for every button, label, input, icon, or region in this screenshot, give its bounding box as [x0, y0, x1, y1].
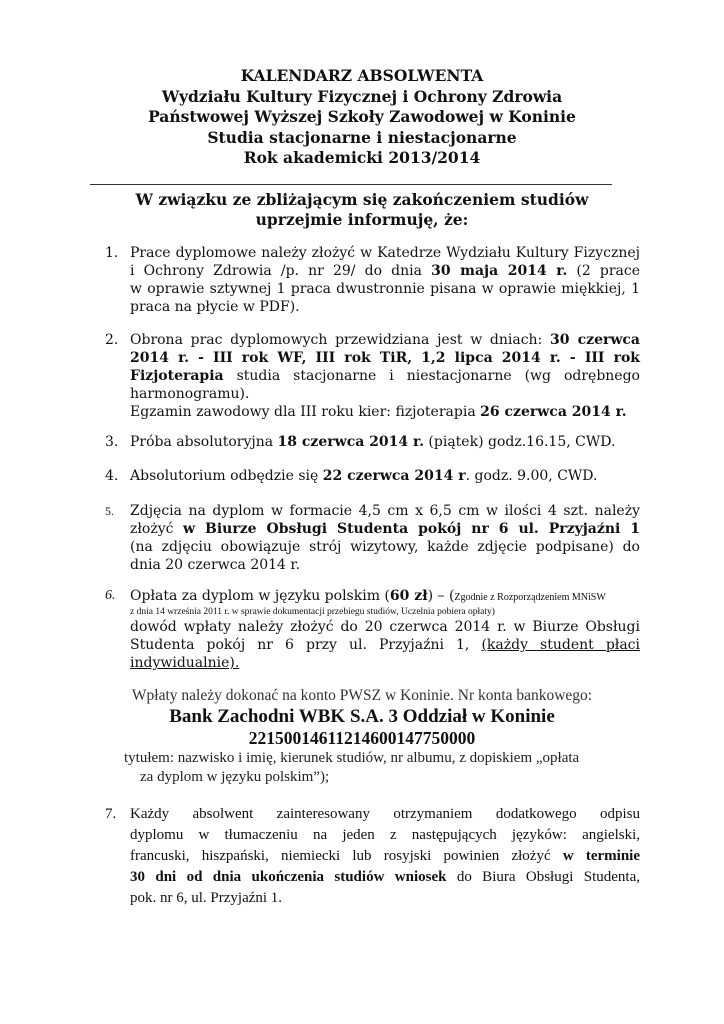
item-number: 7.	[105, 806, 117, 822]
text: Opłata za dyplom w języku polskim (	[130, 588, 390, 604]
header-faculty: Wydziału Kultury Fizycznej i Ochrony Zdrowia	[161, 86, 563, 106]
item-line	[130, 367, 640, 385]
document-header	[90, 66, 634, 169]
text: Egzamin zawodowy dla III roku kier: fizjoterapia	[130, 404, 481, 420]
item-number: 5.	[105, 504, 114, 518]
item-line	[130, 331, 640, 349]
header-title: KALENDARZ ABSOLWENTA	[240, 66, 484, 85]
office-location: w Biurze Obsługi Studenta pokój nr 6 ul. Przyjaźni 1	[183, 521, 641, 537]
item-line: Każdy absolwent zainteresowany otrzymaniem dodatkowego odpisu	[130, 806, 640, 822]
payment-block	[90, 686, 634, 785]
header-school: Państwowej Wyższej Szkoły Zawodowej w Koninie	[148, 107, 576, 126]
regulation-note: Zgodnie z Rozporządzeniem MNiSW	[454, 592, 606, 603]
text: Próba absolutoryjna	[130, 434, 278, 450]
program: Fizjoterapia	[130, 368, 224, 384]
deadline: 30 maja 2014 r.	[431, 263, 568, 279]
text: (2 prace	[567, 263, 640, 279]
text: francuski, hiszpański, niemiecki lub rosyjski powinien złożyć	[130, 848, 563, 864]
header-divider	[90, 184, 612, 185]
item-line: 2014 r. - III rok WF, III rok TiR, 1,2 lipca 2014 r. - III rok	[130, 350, 640, 366]
item-line	[130, 467, 640, 485]
deadline: w terminie	[562, 848, 640, 864]
item-body	[130, 244, 640, 316]
intro-line-1: W związku ze zbliżającym się zakończeniem studiów	[135, 190, 589, 209]
item-line: w oprawie sztywnej 1 praca dwustronnie pisana w oprawie miękkiej, 1	[130, 281, 640, 297]
regulation-note-line: z dnia 14 września 2011 r. w sprawie dokumentacji przebiegu studiów, Uczelnia pobiera opłaty)	[130, 607, 495, 617]
item-line: dnia 20 czerwca 2014 r.	[130, 557, 301, 573]
item-line: Zdjęcia na dyplom w formacie 4,5 cm x 6,5 cm w ilości 4 szt. należy	[130, 503, 640, 519]
payment-title-instruction	[124, 749, 624, 787]
item-line	[130, 867, 640, 888]
item-body	[130, 467, 640, 485]
item-line: dowód wpłaty należy złożyć do 20 czerwca 2014 r. w Biurze Obsługi	[130, 619, 640, 635]
item-body	[130, 804, 640, 909]
text: studia stacjonarne i niestacjonarne (wg odrębnego	[223, 368, 640, 384]
text: Obrona prac dyplomowych przewidziana jest w dniach:	[130, 332, 550, 348]
item-body	[130, 587, 640, 672]
fee-amount: 60 zł	[389, 588, 428, 604]
text: Studenta pokój nr 6 przy ul. Przyjaźni 1,	[130, 637, 482, 653]
item-line	[130, 403, 640, 421]
item-line	[130, 636, 640, 654]
text: ) – (	[427, 588, 455, 604]
item-line	[130, 433, 640, 451]
text: złożyć	[130, 521, 183, 537]
date: 22 czerwca 2014 r	[322, 468, 466, 484]
item-line: Prace dyplomowe należy złożyć w Katedrze Wydziału Kultury Fizycznej	[130, 245, 640, 261]
item-number: 3.	[105, 434, 119, 450]
item-line: (na zdjęciu obowiązuje strój wizytowy, każde zdjęcie podpisane) do	[130, 539, 640, 555]
date: 18 czerwca 2014 r.	[277, 434, 424, 450]
bank-account-number: 22150014611214600147750000	[248, 728, 476, 748]
item-line: dyplomu w tłumaczeniu na jeden z następujących języków: angielski,	[130, 827, 640, 843]
item-body	[130, 433, 640, 451]
text: i Ochrony Zdrowia /p. nr 29/ do dnia	[130, 263, 432, 279]
payment-note: Wpłaty należy dokonać na konto PWSZ w Koninie. Nr konta bankowego:	[131, 687, 593, 704]
item-number: 2.	[105, 332, 119, 348]
exam-date: 26 czerwca 2014 r.	[480, 404, 627, 420]
text: . godz. 9.00, CWD.	[465, 468, 598, 484]
text: Absolutorium odbędzie się	[130, 468, 323, 484]
deadline: 30 dni od dnia ukończenia studiów wniosek	[130, 869, 447, 885]
item-line: harmonogramu).	[130, 386, 250, 402]
item-body	[130, 331, 640, 421]
item-line: pok. nr 6, ul. Przyjaźni 1.	[130, 890, 283, 906]
intro-line-2: uprzejmie informuję, że:	[255, 210, 469, 229]
payment-title-line: tytułem: nazwisko i imię, kierunek studiów, nr albumu, z dopiskiem „opłata	[124, 750, 580, 766]
item-body	[130, 502, 640, 574]
item-line	[130, 846, 640, 867]
header-study-mode: Studia stacjonarne i niestacjonarne	[207, 127, 517, 147]
text: (piątek) godz.16.15, CWD.	[423, 434, 616, 450]
header-academic-year: Rok akademicki 2013/2014	[243, 148, 481, 167]
item-line	[130, 520, 640, 538]
date: 30 czerwca	[549, 332, 640, 348]
item-number: 1.	[105, 245, 119, 261]
intro-text	[90, 190, 634, 230]
underlined-note: (każdy student płaci	[481, 637, 641, 653]
item-line	[130, 587, 640, 607]
underlined-note: indywidualnie).	[130, 655, 240, 671]
bank-name: Bank Zachodni WBK S.A. 3 Oddział w Koninie	[169, 706, 555, 727]
payment-title-line: za dyplom w języku polskim”);	[140, 769, 330, 785]
item-number: 6.	[105, 588, 116, 603]
item-number: 4.	[105, 468, 119, 484]
text: do Biura Obsługi Studenta,	[446, 869, 640, 885]
item-line: praca na płycie w PDF).	[130, 299, 300, 315]
item-line	[130, 262, 640, 280]
